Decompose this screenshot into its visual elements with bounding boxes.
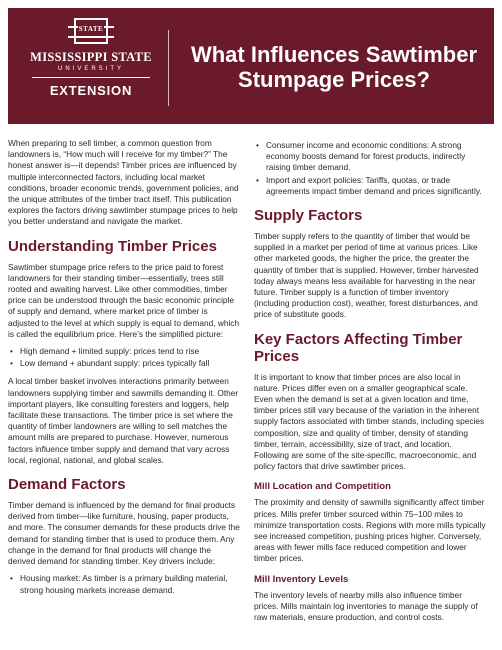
key-factors-heading: Key Factors Affecting Timber Prices bbox=[254, 330, 463, 365]
list-item-text: Low demand + abundant supply: prices typically fall bbox=[20, 358, 210, 369]
demand-drivers-list-continued bbox=[254, 140, 486, 197]
understanding-paragraph-1: Sawtimber stumpage price refers to the price paid to forest landowners for their standing timber—essentially, trees still rooted and awaiting harvest. Like other commodities, timber price can be understood through the basic economic principle of supply and demand, where market price of timber is adjusted to the level at which supply is equal to demand, which is called the equilibrium price. Here’s the simplified picture: bbox=[8, 261, 240, 339]
supply-heading: Supply Factors bbox=[254, 207, 363, 225]
bullet-icon: • bbox=[10, 573, 13, 584]
mill-inventory-paragraph: The inventory levels of nearby mills also influence timber prices. Mills maintain log inventories to manage the supply of raw materials, ensure production, and control costs. bbox=[254, 589, 478, 623]
list-item-text: Consumer income and economic conditions: A strong economy boosts demand for forest products, indirectly raising timber demand. bbox=[266, 140, 466, 173]
msu-extension-logo bbox=[26, 18, 156, 118]
logo-university-word: UNIVERSITY bbox=[57, 66, 124, 72]
supply-paragraph: Timber supply refers to the quantity of timber that would be supplied in a market per period of time at various prices. Like other marketed goods, the higher the price, the greater the quantity of timber that is supplied. However, timber harvested today always means less available for harvesting in the near future. Timber supply is a function of timber inventory (including production cost), weather, forest disturbances, and price of substitute goods. bbox=[254, 231, 479, 320]
understanding-paragraph-2: A local timber basket involves interactions primarily between landowners supplying timber and sawmills demanding it. Other important players, like consulting foresters and loggers, help facilitate these transactions. The timber price is set where the quantity of timber landowners are willing to sell matches the amount mills are prepared to purchase. However, numerous factors influence timber supply and demand that vary across local, regional, national, and global scales. bbox=[8, 376, 239, 465]
list-item bbox=[8, 346, 240, 357]
understanding-heading: Understanding Timber Prices bbox=[8, 237, 217, 255]
list-item bbox=[8, 573, 240, 595]
left-column bbox=[8, 138, 240, 603]
logo-university-name: MISSISSIPPI STATE bbox=[30, 50, 152, 64]
bullet-icon: • bbox=[10, 358, 13, 369]
list-item-text: High demand + limited supply: prices tend to rise bbox=[20, 346, 200, 357]
bullet-icon: • bbox=[256, 174, 259, 185]
header-divider bbox=[168, 30, 169, 106]
logo-divider bbox=[32, 77, 150, 78]
logo-state-text: STATE bbox=[78, 25, 104, 33]
page-title-line2: Stumpage Prices? bbox=[238, 67, 430, 92]
key-factors-paragraph: It is important to know that timber prices are also local in nature. Prices differ even on a smaller geographical scale. Even when the demand is set at a given location and time, timber prices still vary because of the variation in the inherent supply factors associated with timber stands, including species composition, size and quality of timber, density of standing timber, terrain, accessibility, size of tract, and location. Following are some of the site-specific, macroeconomic, and policy factors that drive sawtimber prices. bbox=[254, 371, 485, 472]
bullet-icon: • bbox=[256, 140, 259, 150]
logo-extension-text: EXTENSION bbox=[49, 83, 133, 98]
mill-location-paragraph: The proximity and density of sawmills significantly affect timber prices. Mills prefer timber sourced within 75–100 miles to minimize transportation costs. Regions with more mills typically see increased competition, pushing prices higher. Conversely, areas with fewer mills face reduced competition and lower timber prices. bbox=[254, 497, 486, 564]
bullet-icon: • bbox=[10, 346, 13, 357]
mill-inventory-heading: Mill Inventory Levels bbox=[254, 573, 349, 585]
demand-paragraph: Timber demand is influenced by the demand for final products derived from timber—like furniture, housing, paper products, and more. The consumer demands for these products drive the demand for standing timber that is used to produce them. Any change in the demand for final products will change the derived demand for standing timber. Key drivers include: bbox=[8, 500, 240, 567]
list-item-text: Housing market: As timber is a primary building material, strong housing markets increase demand. bbox=[20, 573, 228, 595]
page-title bbox=[184, 42, 484, 92]
list-item bbox=[254, 175, 486, 197]
header-banner bbox=[8, 8, 494, 124]
demand-drivers-list bbox=[8, 573, 240, 595]
list-item bbox=[8, 358, 240, 369]
list-item bbox=[254, 140, 486, 174]
page-title-line1: What Influences Sawtimber bbox=[190, 42, 478, 67]
mill-location-heading: Mill Location and Competition bbox=[254, 481, 391, 493]
right-column bbox=[254, 138, 486, 629]
intro-paragraph: When preparing to sell timber, a common question from landowners is, “How much will I receive for my timber?” The honest answer is—it depends! Timber prices are influenced by multiple interconnected factors, including local market conditions, broader economic trends, government policies, and the unique attributes of the timber tract itself. This publication explores the factors driving sawtimber stumpage prices to help you better understand and navigate the market. bbox=[8, 138, 239, 227]
supply-demand-list bbox=[8, 346, 240, 369]
list-item-text: Import and export policies: Tariffs, quotas, or trade agreements impact timber demand and prices significantly. bbox=[266, 174, 482, 196]
state-emblem-icon bbox=[74, 18, 108, 44]
demand-heading: Demand Factors bbox=[8, 476, 126, 494]
